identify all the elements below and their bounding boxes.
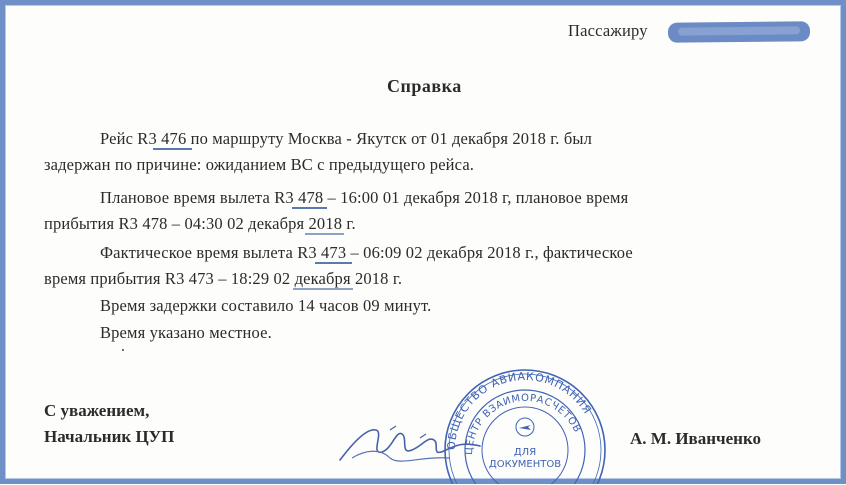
text-segment: декабря xyxy=(294,269,351,288)
body-line-5 xyxy=(100,243,633,263)
text-segment: 473 xyxy=(321,243,347,262)
text-segment: время прибытия R3 473 – 18:29 02 xyxy=(44,269,295,288)
text-segment: прибытия R3 478 – 04:30 02 декабря xyxy=(44,214,309,233)
text-segment: 2018 xyxy=(308,214,343,233)
stamp-airplane-emblem xyxy=(516,418,534,436)
text-segment: – 06:09 02 декабря 2018 г., фактическое xyxy=(346,243,633,262)
stamp-center-line-2: ДОКУМЕНТОВ xyxy=(488,459,562,470)
underline-mark xyxy=(305,233,345,235)
text-segment: – 16:00 01 декабря 2018 г, плановое время xyxy=(323,188,629,207)
stamp-inner-text: ЦЕНТР ВЗАИМОРАСЧЕТОВ xyxy=(463,392,583,456)
flight-number-underlined xyxy=(321,243,346,262)
body-line-4 xyxy=(44,214,356,234)
underline-mark xyxy=(292,207,327,209)
year-underlined xyxy=(309,214,343,233)
body-line-6 xyxy=(44,269,402,289)
body-line-8: Время указано местное. xyxy=(100,323,272,342)
text-segment: 2018 г. xyxy=(350,269,403,288)
body-line-1 xyxy=(100,129,592,149)
closing-position: Начальник ЦУП xyxy=(44,427,175,446)
stamp-graphic xyxy=(440,355,610,484)
body-line-2: задержан по причине: ожиданием ВС с предыдущего рейса. xyxy=(44,155,475,174)
text-segment: 478 xyxy=(298,188,324,207)
text-segment: г. xyxy=(342,214,356,233)
body-line-3 xyxy=(100,188,628,208)
svg-text:ОБЩЕСТВО АВИАКОМПАНИЯ xyxy=(445,370,594,450)
text-segment: Рейс R3 xyxy=(100,129,162,148)
underline-mark xyxy=(153,148,192,150)
text-segment: Плановое время вылета R3 xyxy=(100,188,299,207)
underline-mark xyxy=(315,262,352,264)
ink-dot xyxy=(122,349,124,351)
body-line-7: Время задержки составило 14 часов 09 минут. xyxy=(100,296,432,315)
month-underlined xyxy=(295,269,351,288)
round-stamp xyxy=(440,355,610,484)
text-segment: по маршруту Москва - Якутск от 01 декабря 2018 г. был xyxy=(186,129,593,148)
stamp-center-line-1: ДЛЯ xyxy=(513,447,537,458)
redacted-name xyxy=(668,21,810,42)
flight-number-underlined xyxy=(298,188,323,207)
svg-text:ЦЕНТР ВЗАИМОРАСЧЕТОВ xyxy=(464,393,583,455)
underline-mark xyxy=(293,288,353,290)
recipient-label: Пассажиру xyxy=(568,21,648,40)
closing-block xyxy=(44,398,174,450)
text-segment: 476 xyxy=(161,129,187,148)
text-segment: Фактическое время вылета R3 xyxy=(100,243,322,262)
closing-regards: С уважением, xyxy=(44,401,150,420)
stamp-ring-text: ОБЩЕСТВО АВИАКОМПАНИЯ xyxy=(444,369,595,451)
flight-number-underlined xyxy=(161,129,186,148)
signer-name: А. М. Иванченко xyxy=(630,429,762,448)
document-title: Справка xyxy=(387,76,462,96)
